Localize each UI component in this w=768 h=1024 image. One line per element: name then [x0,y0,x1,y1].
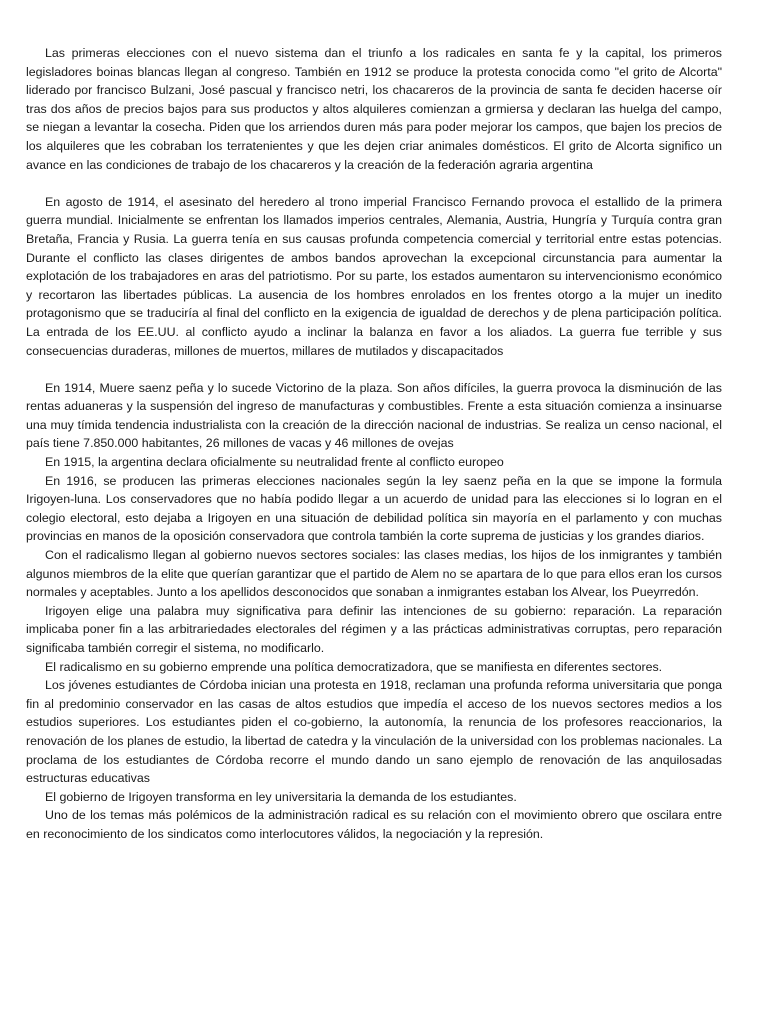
paragraph-1914-victorino-de-la-plaza: En 1914, Muere saenz peña y lo sucede Victorino de la plaza. Son años difíciles, la guerra provoca la disminución de las rentas aduaneras y la suspensión del ingreso de manufacturas y combustibles. Frente a esta situación comienza a insinuarse una muy tímida tendencia industrialista con la creación de la dirección nacional de industrias. Se realiza un censo nacional, el país tiene 7.850.000 habitantes, 26 millones de vacas y 46 millones de ovejas [26,380,722,451]
paragraph-politica-democratizadora: El radicalismo en su gobierno emprende una política democratizadora, que se manifiesta en diferentes sectores. [45,659,663,674]
paragraph-reparacion: Irigoyen elige una palabra muy significativa para definir las intenciones de su gobierno: reparación. La reparación implicaba poner fin a las arbitrariedades electorales del régimen y a las prácticas administrativas corruptas, pero reparación significaba también corregir el sistema, no modificarlo. [26,603,722,655]
paragraph-1916-elecciones: En 1916, se producen las primeras elecciones nacionales según la ley saenz peña en la que se impone la formula Irigoyen-luna. Los conservadores que no había podido llegar a un acuerdo de unidad para las elecciones si lo logran en el colegio electoral, esto dejaba a Irigoyen en una situación de debilidad política sin mayoría en el parlamento y con muchas provincias en manos de la oposición conservadora que controla también la corte suprema de justicias y los grandes diarios. [26,473,722,544]
paragraph-1915-neutralidad: En 1915, la argentina declara oficialmente su neutralidad frente al conflicto europeo [45,455,504,470]
paragraph-grito-de-alcorta: Las primeras elecciones con el nuevo sistema dan el triunfo a los radicales en santa fe y la capital, los primeros legisladores boinas blancas llegan al congreso. También en 1912 se produce la protesta conocida como "el grito de Alcorta" liderado por francisco Bulzani, José pascual y francisco netri, los chacareros de la provincia de santa fe deciden hacerse oír tras dos años de precios bajos para sus productos y altos alquileres comienzan a grmiersa y declaran las huelga del campo, se niegan a levantar la cosecha. Piden que los arriendos duren más para poder mejorar los campos, que bajen los precios de los alquileres que les cobraban los terratenientes y que les dejen criar animales domésticos. El grito de Alcorta significo un avance en las condiciones de trabajo de los chacareros y la creación de la federación agraria argentina [26,46,722,172]
document-page [26,44,722,844]
paragraph-nuevos-sectores-sociales: Con el radicalismo llegan al gobierno nuevos sectores sociales: las clases medias, los hijos de los inmigrantes y también algunos miembros de la elite que querían garantizar que el partido de Alem no se apartara de lo que para ellos eran los cursos normales y aceptables. Junto a los apellidos desconocidos que sonaban a inmigrantes estaban los Alvear, los Pueyrredón. [26,548,722,600]
paragraph-gap [26,174,722,193]
paragraph-movimiento-obrero: Uno de los temas más polémicos de la administración radical es su relación con el movimiento obrero que oscilara entre en reconocimiento de los sindicatos como interlocutores válidos, la negociación y la represión. [26,808,722,841]
paragraph-gap [26,360,722,379]
paragraph-primera-guerra-mundial: En agosto de 1914, el asesinato del heredero al trono imperial Francisco Fernando provoca el estallido de la primera guerra mundial. Inicialmente se enfrentan los llamados imperios centrales, Alemania, Austria, Hungría y Turquía contra gran Bretaña, Francia y Rusia. La guerra tenía en sus causas profunda competencia comercial y territorial entre estas potencias. Durante el conflicto las clases dirigentes de ambos bandos aprovechan la excepcional circunstancia para aumentar la explotación de los trabajadores en aras del patriotismo. Por su parte, los estados aumentaron su intervencionismo económico y recortaron las libertades públicas. La ausencia de los hombres enrolados en los frentes otorgo a la mujer un inedito protagonismo que se traduciría al final del conflicto en la exigencia de igualdad de derechos y de plena participación política. La entrada de los EE.UU. al conflicto ayudo a inclinar la balanza en favor a los aliados. La guerra fue terrible y sus consecuencias duraderas, millones de muertos, millares de mutilados y discapacitados [26,194,722,358]
paragraph-reforma-universitaria: Los jóvenes estudiantes de Córdoba inician una protesta en 1918, reclaman una profunda reforma universitaria que ponga fin al predominio conservador en las casas de altos estudios que impedía el acceso de los nuevos sectores medios a los estudios superiores. Los estudiantes piden el co-gobierno, la autonomía, la renuncia de los profesores reaccionarios, la renovación de los planes de estudio, la libertad de catedra y la vinculación de la universidad con los problemas nacionales. La proclama de los estudiantes de Córdoba recorre el mundo dando un sano ejemplo de renovación de las anquilosadas estructuras educativas [26,678,722,786]
paragraph-ley-universitaria: El gobierno de Irigoyen transforma en ley universitaria la demanda de los estudiantes. [45,789,517,804]
